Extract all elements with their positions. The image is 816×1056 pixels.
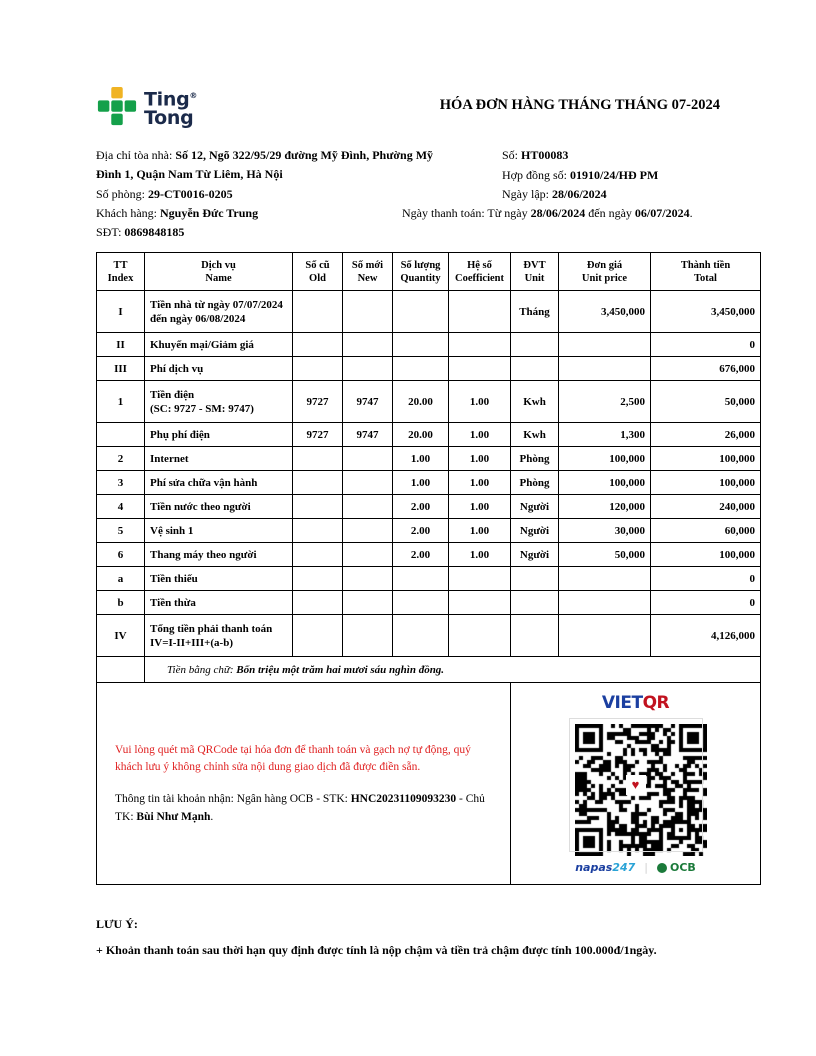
cell-coefficient: [449, 567, 511, 591]
cell-unit: Kwh: [511, 381, 559, 423]
cell-total: 100,000: [651, 471, 761, 495]
payment-period-mid: đến ngày: [588, 206, 632, 220]
logo-divider: |: [644, 861, 648, 874]
cell-quantity: 1.00: [393, 447, 449, 471]
contract-number-value: 01910/24/HĐ PM: [570, 168, 659, 182]
cell-index: b: [97, 591, 145, 615]
cell-coefficient: [449, 291, 511, 333]
cell-index: III: [97, 357, 145, 381]
cell-service: Internet: [145, 447, 293, 471]
cell-coefficient: 1.00: [449, 447, 511, 471]
amount-in-words-row: [97, 657, 761, 683]
cell-total: 26,000: [651, 423, 761, 447]
amount-in-words-value: Bốn triệu một trăm hai mươi sáu nghìn đồng.: [236, 663, 445, 676]
cell-index: 5: [97, 519, 145, 543]
cell-index: 3: [97, 471, 145, 495]
table-row: [97, 495, 761, 519]
customer-name: [96, 204, 258, 223]
footer-notes: [96, 911, 720, 963]
cell-service: Tiền thừa: [145, 591, 293, 615]
cell-unit-price: 30,000: [559, 519, 651, 543]
cell-index: II: [97, 333, 145, 357]
cell-quantity: [393, 357, 449, 381]
col-index: TT Index: [97, 253, 145, 291]
ocb-dot-icon: [657, 863, 667, 873]
cell-index: I: [97, 291, 145, 333]
qr-payment-note: Vui lòng quét mã QRCode tại hóa đơn để thanh toán và gạch nợ tự động, quý khách lưu ý không chỉnh sửa nội dung giao dịch đã được điền sẵn.: [115, 743, 471, 773]
table-row: [97, 333, 761, 357]
cell-new: [343, 519, 393, 543]
cell-service: Tiền điện (SC: 9727 - SM: 9747): [145, 381, 293, 423]
cell-coefficient: 1.00: [449, 519, 511, 543]
col-unit-price: Đơn giá Unit price: [559, 253, 651, 291]
created-date-value: 28/06/2024: [552, 187, 607, 201]
bank-account-info: [115, 790, 492, 826]
cell-old: [293, 543, 343, 567]
cell-quantity: [393, 567, 449, 591]
bank-account-mid: - Chủ TK:: [115, 792, 485, 823]
cell-index: 2: [97, 447, 145, 471]
table-row: [97, 423, 761, 447]
cell-coefficient: [449, 615, 511, 657]
customer-name-value: Nguyễn Đức Trung: [159, 206, 259, 220]
cell-index: 6: [97, 543, 145, 567]
created-date-label: Ngày lập:: [502, 187, 549, 201]
vietqr-logo: [517, 693, 754, 713]
cell-coefficient: [449, 357, 511, 381]
cell-unit: [511, 567, 559, 591]
cell-coefficient: 1.00: [449, 423, 511, 447]
cell-quantity: [393, 615, 449, 657]
cell-unit-price: [559, 567, 651, 591]
cell-index: 4: [97, 495, 145, 519]
cell-unit: Kwh: [511, 423, 559, 447]
cell-total: 0: [651, 591, 761, 615]
cell-old: [293, 615, 343, 657]
cell-new: 9747: [343, 381, 393, 423]
cell-unit-price: 100,000: [559, 447, 651, 471]
qr-footer-logos: [517, 861, 754, 874]
table-footer-body: [97, 657, 761, 885]
table-row: [97, 591, 761, 615]
cell-unit-price: 1,300: [559, 423, 651, 447]
cell-total: 0: [651, 333, 761, 357]
cell-new: [343, 357, 393, 381]
cell-unit: [511, 333, 559, 357]
cell-unit-price: [559, 357, 651, 381]
cell-unit: Tháng: [511, 291, 559, 333]
table-row: [97, 519, 761, 543]
cell-quantity: 1.00: [393, 471, 449, 495]
vietqr-qr-text: QR: [642, 693, 670, 713]
cell-unit: Người: [511, 495, 559, 519]
customer-phone-label: SĐT:: [96, 225, 122, 239]
cell-unit-price: 50,000: [559, 543, 651, 567]
amount-in-words-spacer: [97, 657, 145, 683]
table-row: [97, 381, 761, 423]
meta-row-room: [96, 185, 720, 204]
cell-service: Tổng tiền phải thanh toán IV=I-II+III+(a-b): [145, 615, 293, 657]
col-unit: ĐVT Unit: [511, 253, 559, 291]
cell-unit-price: [559, 333, 651, 357]
contract-number-label: Hợp đồng số:: [502, 168, 568, 182]
cell-coefficient: 1.00: [449, 543, 511, 567]
room-number-value: 29-CT0016-0205: [148, 187, 233, 201]
cell-unit-price: [559, 591, 651, 615]
cell-total: 60,000: [651, 519, 761, 543]
cell-coefficient: 1.00: [449, 495, 511, 519]
vietqr-viet-text: VIET: [601, 693, 643, 713]
cell-old: [293, 495, 343, 519]
amount-in-words: [145, 657, 761, 683]
col-new: Số mới New: [343, 253, 393, 291]
meta-row-address: [96, 146, 720, 185]
cell-index: IV: [97, 615, 145, 657]
cell-new: [343, 543, 393, 567]
bank-account-holder: Bùi Như Mạnh: [136, 810, 211, 823]
cell-service: Phí sửa chữa vận hành: [145, 471, 293, 495]
table-row: [97, 567, 761, 591]
cell-unit: Người: [511, 543, 559, 567]
bank-account-number: HNC20231109093230: [350, 792, 457, 805]
bank-account-prefix: Thông tin tài khoản nhận: Ngân hàng OCB - STK:: [115, 792, 348, 805]
cell-new: 9747: [343, 423, 393, 447]
payment-period-end: .: [689, 206, 693, 220]
payment-info-cell: [97, 683, 511, 885]
cell-new: [343, 495, 393, 519]
payment-period-from: 28/06/2024: [530, 206, 586, 220]
cell-total: 240,000: [651, 495, 761, 519]
invoice-meta: [96, 146, 720, 242]
customer-name-label: Khách hàng:: [96, 206, 157, 220]
invoice-number-value: HT00083: [521, 148, 569, 162]
cell-new: [343, 333, 393, 357]
building-address-label: Địa chỉ tòa nhà:: [96, 148, 173, 162]
invoice-table: [96, 252, 761, 885]
cell-old: [293, 357, 343, 381]
cell-index: 1: [97, 381, 145, 423]
invoice-number-label: Số:: [502, 148, 519, 162]
col-service: Dịch vụ Name: [145, 253, 293, 291]
qr-heart-icon: ♥: [626, 775, 646, 795]
cell-old: [293, 447, 343, 471]
cell-coefficient: [449, 591, 511, 615]
cell-quantity: 2.00: [393, 543, 449, 567]
cell-total: 3,450,000: [651, 291, 761, 333]
customer-phone-value: 0869848185: [124, 225, 185, 239]
cell-new: [343, 567, 393, 591]
cell-unit-price: 3,450,000: [559, 291, 651, 333]
col-total: Thành tiền Total: [651, 253, 761, 291]
company-logo: [96, 80, 197, 128]
table-row: [97, 471, 761, 495]
cell-unit: [511, 591, 559, 615]
cell-unit: [511, 615, 559, 657]
cell-new: [343, 291, 393, 333]
cell-service: Tiền nước theo người: [145, 495, 293, 519]
logo-registered-mark: ®: [189, 91, 198, 101]
ocb-logo: OCB: [657, 861, 696, 874]
table-row: [97, 543, 761, 567]
cell-old: 9727: [293, 423, 343, 447]
cell-service: Thang máy theo người: [145, 543, 293, 567]
cell-unit-price: [559, 615, 651, 657]
logo-line-1: Ting: [144, 88, 190, 111]
cell-unit: [511, 357, 559, 381]
customer-phone: [96, 223, 184, 242]
cell-total: 4,126,000: [651, 615, 761, 657]
page-title: HÓA ĐƠN HÀNG THÁNG THÁNG 07-2024: [439, 97, 720, 113]
cell-quantity: [393, 333, 449, 357]
room-number-label: Số phòng:: [96, 187, 146, 201]
cell-new: [343, 615, 393, 657]
cell-service: Phụ phí điện: [145, 423, 293, 447]
payment-block-row: [97, 683, 761, 885]
cell-unit: Phòng: [511, 447, 559, 471]
tingtong-logo-icon: [96, 86, 138, 128]
cell-old: [293, 291, 343, 333]
payment-period-to: 06/07/2024: [634, 206, 690, 220]
cell-service: Tiền nhà từ ngày 07/07/2024 đến ngày 06/08/2024: [145, 291, 293, 333]
cell-quantity: 20.00: [393, 423, 449, 447]
cell-index: a: [97, 567, 145, 591]
building-address: [96, 146, 446, 184]
col-quantity: Số lượng Quantity: [393, 253, 449, 291]
cell-total: 676,000: [651, 357, 761, 381]
cell-total: 0: [651, 567, 761, 591]
cell-index: [97, 423, 145, 447]
invoice-number-block: [490, 146, 720, 185]
qr-code[interactable]: [570, 719, 702, 851]
cell-old: [293, 567, 343, 591]
cell-total: 100,000: [651, 447, 761, 471]
cell-quantity: 2.00: [393, 519, 449, 543]
notes-line-1: + Khoản thanh toán sau thời hạn quy định được tính là nộp chậm và tiền trả chậm được tính 100.000đ/1ngày.: [96, 943, 657, 957]
cell-quantity: 2.00: [393, 495, 449, 519]
cell-service: Khuyến mại/Giảm giá: [145, 333, 293, 357]
cell-unit-price: 100,000: [559, 471, 651, 495]
meta-row-customer: [96, 204, 720, 223]
qr-code-cell: [511, 683, 761, 885]
bank-account-end: .: [210, 810, 214, 823]
cell-unit-price: 120,000: [559, 495, 651, 519]
logo-line-2: Tong: [144, 106, 194, 129]
payment-period-label: Ngày thanh toán: Từ ngày: [402, 206, 528, 220]
table-row: [97, 447, 761, 471]
building-address-value: Số 12, Ngõ 322/95/29 đường Mỹ Đình, Phường Mỹ Đình 1, Quận Nam Từ Liêm, Hà Nội: [96, 148, 434, 181]
cell-quantity: [393, 591, 449, 615]
cell-old: 9727: [293, 381, 343, 423]
table-row: [97, 357, 761, 381]
amount-in-words-label: Tiền bằng chữ:: [167, 663, 234, 676]
cell-unit: Người: [511, 519, 559, 543]
logo-wordmark: [144, 87, 198, 129]
cell-unit-price: 2,500: [559, 381, 651, 423]
cell-old: [293, 471, 343, 495]
document-header: [96, 80, 720, 128]
meta-row-phone: [96, 223, 720, 242]
col-old: Số cũ Old: [293, 253, 343, 291]
table-header-row: [97, 253, 761, 291]
cell-quantity: [393, 291, 449, 333]
col-coefficient: Hệ số Coefficient: [449, 253, 511, 291]
cell-total: 100,000: [651, 543, 761, 567]
cell-total: 50,000: [651, 381, 761, 423]
cell-unit: Phòng: [511, 471, 559, 495]
cell-old: [293, 333, 343, 357]
cell-new: [343, 591, 393, 615]
cell-service: Tiền thiếu: [145, 567, 293, 591]
cell-old: [293, 519, 343, 543]
cell-service: Vệ sinh 1: [145, 519, 293, 543]
cell-coefficient: 1.00: [449, 381, 511, 423]
cell-old: [293, 591, 343, 615]
napas-logo: napas247: [575, 861, 636, 874]
payment-period: [390, 204, 720, 223]
table-row: [97, 291, 761, 333]
cell-coefficient: [449, 333, 511, 357]
cell-coefficient: 1.00: [449, 471, 511, 495]
cell-new: [343, 447, 393, 471]
created-date: [490, 185, 720, 204]
cell-new: [343, 471, 393, 495]
table-row: [97, 615, 761, 657]
cell-quantity: 20.00: [393, 381, 449, 423]
cell-service: Phí dịch vụ: [145, 357, 293, 381]
room-number: [96, 185, 233, 204]
notes-title: LƯU Ý:: [96, 917, 138, 931]
table-body: [97, 291, 761, 657]
